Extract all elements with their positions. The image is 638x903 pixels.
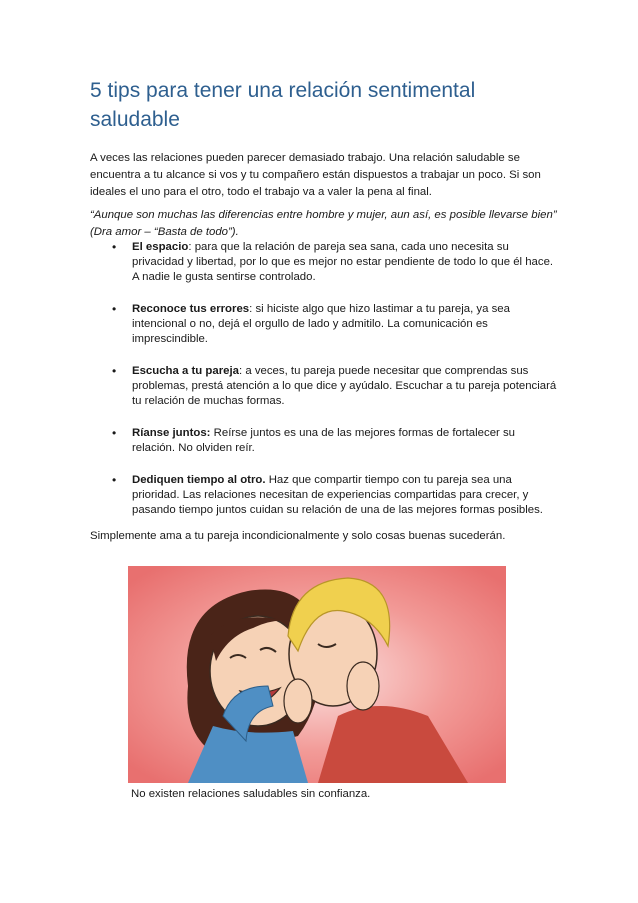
bullet-icon: • (112, 364, 117, 378)
tip-term: Ríanse juntos: (132, 427, 211, 439)
tip-text: : para que la relación de pareja sea sana, cada uno necesita su privacidad y libertad, por lo que es mejor no estar pendiente de todo lo que él hace. A nadie le gusta sentirse controlado. (132, 241, 554, 283)
tip-text: : a veces, tu pareja puede necesitar que comprendas sus problemas, prestá atención a lo que dice y ayúdalo. Escuchar a tu pareja potenciará tu relación de muchas formas. (132, 365, 557, 407)
tip-item (90, 426, 560, 456)
man-hand-shape (284, 679, 312, 723)
tip-term: Escucha a tu pareja (132, 365, 239, 377)
woman-hand-shape (347, 662, 379, 710)
figure-caption: No existen relaciones saludables sin confianza. (131, 788, 371, 800)
quote-paragraph: “Aunque son muchas las diferencias entre hombre y mujer, aun así, es posible llevarse bien” (Dra amor – “Basta de todo”). (90, 209, 557, 238)
intro-paragraph: A veces las relaciones pueden parecer demasiado trabajo. Una relación saludable se encuentra a tu alcance si vos y tu compañero están dispuestos a trabajar un poco. Si son ideales el uno para el otro, todo el trabajo va a valer la pena al final. (90, 152, 541, 198)
tip-text: Reírse juntos es una de las mejores formas de fortalecer su relación. No olviden reír. (132, 427, 516, 454)
bullet-icon: • (112, 240, 117, 254)
couple-illustration-svg (128, 566, 506, 783)
tip-item (90, 302, 560, 347)
tip-text: Haz que compartir tiempo con tu pareja sea una prioridad. Las relaciones necesitan de experiencias compartidas para crecer, y pasando tiempo juntos cuidan su relación de una de las mejores formas posibles. (132, 474, 543, 516)
bullet-icon: • (112, 473, 117, 487)
tips-list (90, 240, 560, 535)
tip-term: El espacio (132, 241, 189, 253)
tip-item (90, 364, 560, 409)
couple-illustration (128, 566, 506, 783)
tip-item (90, 240, 560, 285)
page-title: 5 tips para tener una relación sentimental saludable (90, 79, 476, 131)
bullet-icon: • (112, 302, 117, 316)
tip-item (90, 473, 560, 518)
tip-term: Reconoce tus errores (132, 303, 250, 315)
closing-paragraph: Simplemente ama a tu pareja incondicionalmente y solo cosas buenas sucederán. (90, 530, 506, 542)
tip-text: : si hiciste algo que hizo lastimar a tu pareja, ya sea intencional o no, dejá el orgullo de lado y admitilo. La comunicación es imprescindible. (132, 303, 510, 345)
tip-term: Dediquen tiempo al otro. (132, 474, 266, 486)
bullet-icon: • (112, 426, 117, 440)
